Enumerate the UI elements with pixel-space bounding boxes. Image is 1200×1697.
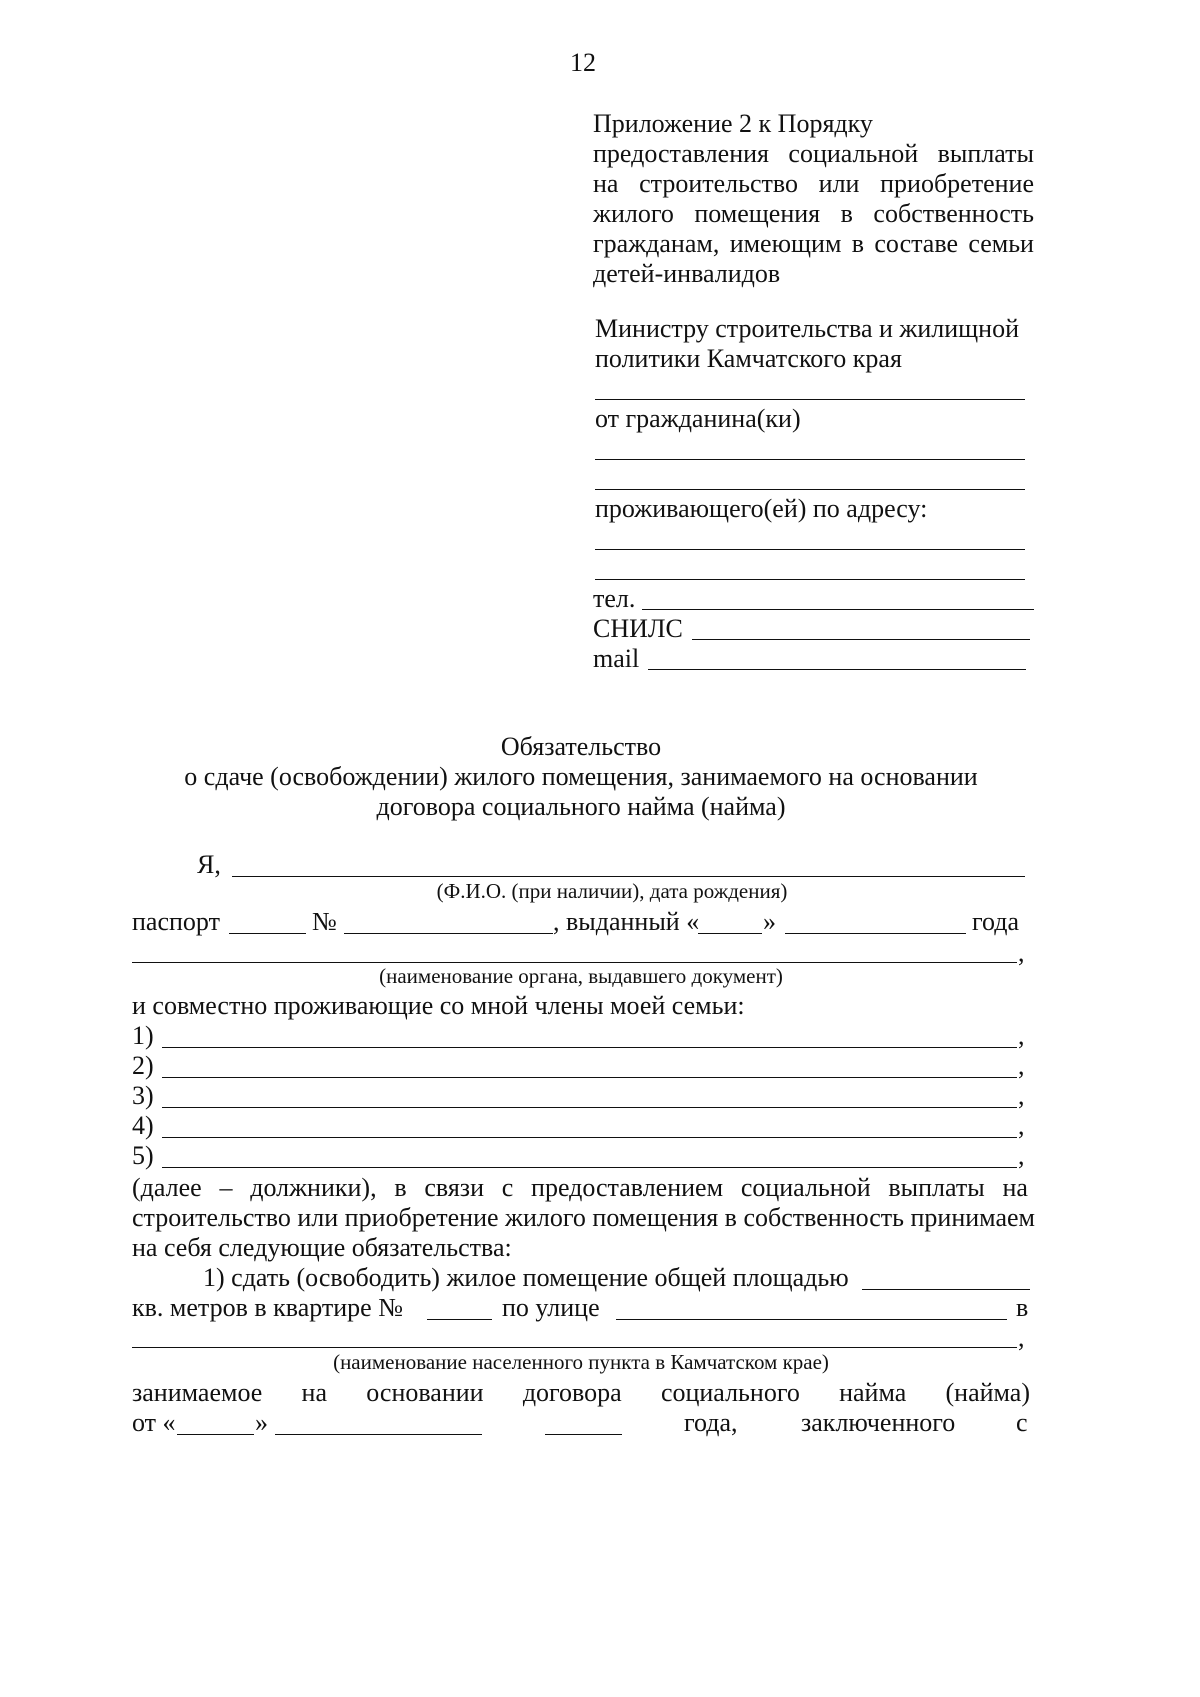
tel-field[interactable] bbox=[642, 609, 1034, 610]
issue-quote-close: » bbox=[763, 907, 776, 936]
contract-quote-close: » bbox=[255, 1408, 268, 1437]
passport-series-field[interactable] bbox=[229, 933, 306, 934]
citizen-name-field-1[interactable] bbox=[595, 459, 1025, 460]
member-number: 2) bbox=[132, 1051, 154, 1080]
contract-year-label: года, bbox=[684, 1408, 738, 1437]
debtors-line-1: (далее – должники), в связи с предоставлением социальной выплаты на bbox=[132, 1173, 1028, 1202]
family-member-field[interactable] bbox=[162, 1107, 1017, 1108]
appendix-line-2: на строительство или приобретение bbox=[593, 169, 1034, 198]
contract-day-field[interactable] bbox=[177, 1434, 254, 1435]
appendix-last-line: детей-инвалидов bbox=[593, 259, 781, 288]
member-comma: , bbox=[1018, 1111, 1025, 1140]
mail-label: mail bbox=[593, 644, 640, 673]
from-citizen-label: от гражданина(ки) bbox=[595, 404, 801, 433]
appendix-line-3: жилого помещения в собственность bbox=[593, 199, 1034, 228]
settlement-hint: (наименование населенного пункта в Камчатском крае) bbox=[333, 1350, 829, 1374]
snils-label: СНИЛС bbox=[593, 614, 683, 643]
passport-number-field[interactable] bbox=[344, 933, 553, 934]
document-title: Обязательство bbox=[500, 732, 662, 761]
debtors-line-2: строительство или приобретение жилого помещения в собственность принимаем bbox=[132, 1203, 1035, 1232]
family-member-field[interactable] bbox=[162, 1047, 1017, 1048]
address-label: проживающего(ей) по адресу: bbox=[595, 494, 928, 523]
member-number: 5) bbox=[132, 1141, 154, 1170]
citizen-name-field-2[interactable] bbox=[595, 489, 1025, 490]
appendix-title: Приложение 2 к Порядку bbox=[593, 109, 873, 138]
item-1-text: 1) сдать (освободить) жилое помещение общей площадью bbox=[203, 1263, 849, 1292]
family-member-field[interactable] bbox=[162, 1137, 1017, 1138]
apartment-number-field[interactable] bbox=[427, 1319, 492, 1320]
sqm-label: кв. метров в квартире № bbox=[132, 1293, 404, 1322]
settlement-field[interactable] bbox=[132, 1347, 1017, 1348]
addressee-blank[interactable] bbox=[595, 399, 1025, 400]
family-member-field[interactable] bbox=[162, 1077, 1017, 1078]
address-field-2[interactable] bbox=[595, 579, 1025, 580]
addressee-line-1: Министру строительства и жилищной bbox=[595, 314, 1020, 343]
address-field-1[interactable] bbox=[595, 549, 1025, 550]
family-member-field[interactable] bbox=[162, 1167, 1017, 1168]
issue-day-field[interactable] bbox=[698, 933, 762, 934]
contract-month-field[interactable] bbox=[275, 1434, 482, 1435]
issuing-authority-field[interactable] bbox=[132, 962, 1017, 963]
authority-hint: (наименование органа, выдавшего документ) bbox=[379, 964, 783, 988]
page-number: 12 bbox=[570, 48, 596, 77]
i-label: Я, bbox=[197, 850, 221, 879]
member-comma: , bbox=[1018, 1141, 1025, 1170]
street-field[interactable] bbox=[616, 1319, 1007, 1320]
addressee-line-2: политики Камчатского края bbox=[595, 344, 902, 373]
authority-comma: , bbox=[1018, 938, 1025, 967]
fio-field[interactable] bbox=[232, 876, 1025, 877]
member-comma: , bbox=[1018, 1051, 1025, 1080]
fio-hint: (Ф.И.О. (при наличии), дата рождения) bbox=[436, 879, 788, 903]
member-comma: , bbox=[1018, 1021, 1025, 1050]
from-quote-label: от « bbox=[132, 1408, 176, 1437]
tel-label: тел. bbox=[593, 584, 636, 613]
passport-label: паспорт bbox=[132, 907, 220, 936]
member-number: 3) bbox=[132, 1081, 154, 1110]
contract-year-field[interactable] bbox=[545, 1434, 622, 1435]
issued-label: , выданный « bbox=[553, 907, 700, 936]
concluded-label: заключенного bbox=[801, 1408, 956, 1437]
number-sign: № bbox=[312, 907, 337, 936]
document-subtitle-1: о сдаче (освобождении) жилого помещения, занимаемого на основании bbox=[184, 762, 978, 791]
with-label: с bbox=[1016, 1408, 1028, 1437]
member-number: 1) bbox=[132, 1021, 154, 1050]
member-number: 4) bbox=[132, 1111, 154, 1140]
area-field[interactable] bbox=[862, 1289, 1030, 1290]
street-label: по улице bbox=[502, 1293, 600, 1322]
appendix-line-1: предоставления социальной выплаты bbox=[593, 139, 1034, 168]
appendix-line-4: гражданам, имеющим в составе семьи bbox=[593, 229, 1034, 258]
document-subtitle-2: договора социального найма (найма) bbox=[376, 792, 786, 821]
debtors-line-3: на себя следующие обязательства: bbox=[132, 1233, 512, 1262]
basis-line: занимаемое на основании договора социального найма (найма) bbox=[132, 1378, 1030, 1407]
mail-field[interactable] bbox=[648, 669, 1026, 670]
member-comma: , bbox=[1018, 1081, 1025, 1110]
year-label: года bbox=[972, 907, 1020, 936]
family-intro: и совместно проживающие со мной члены моей семьи: bbox=[132, 991, 745, 1020]
settlement-comma: , bbox=[1018, 1323, 1025, 1352]
snils-field[interactable] bbox=[692, 639, 1030, 640]
issue-month-field[interactable] bbox=[785, 933, 966, 934]
in-label: в bbox=[1016, 1293, 1029, 1322]
